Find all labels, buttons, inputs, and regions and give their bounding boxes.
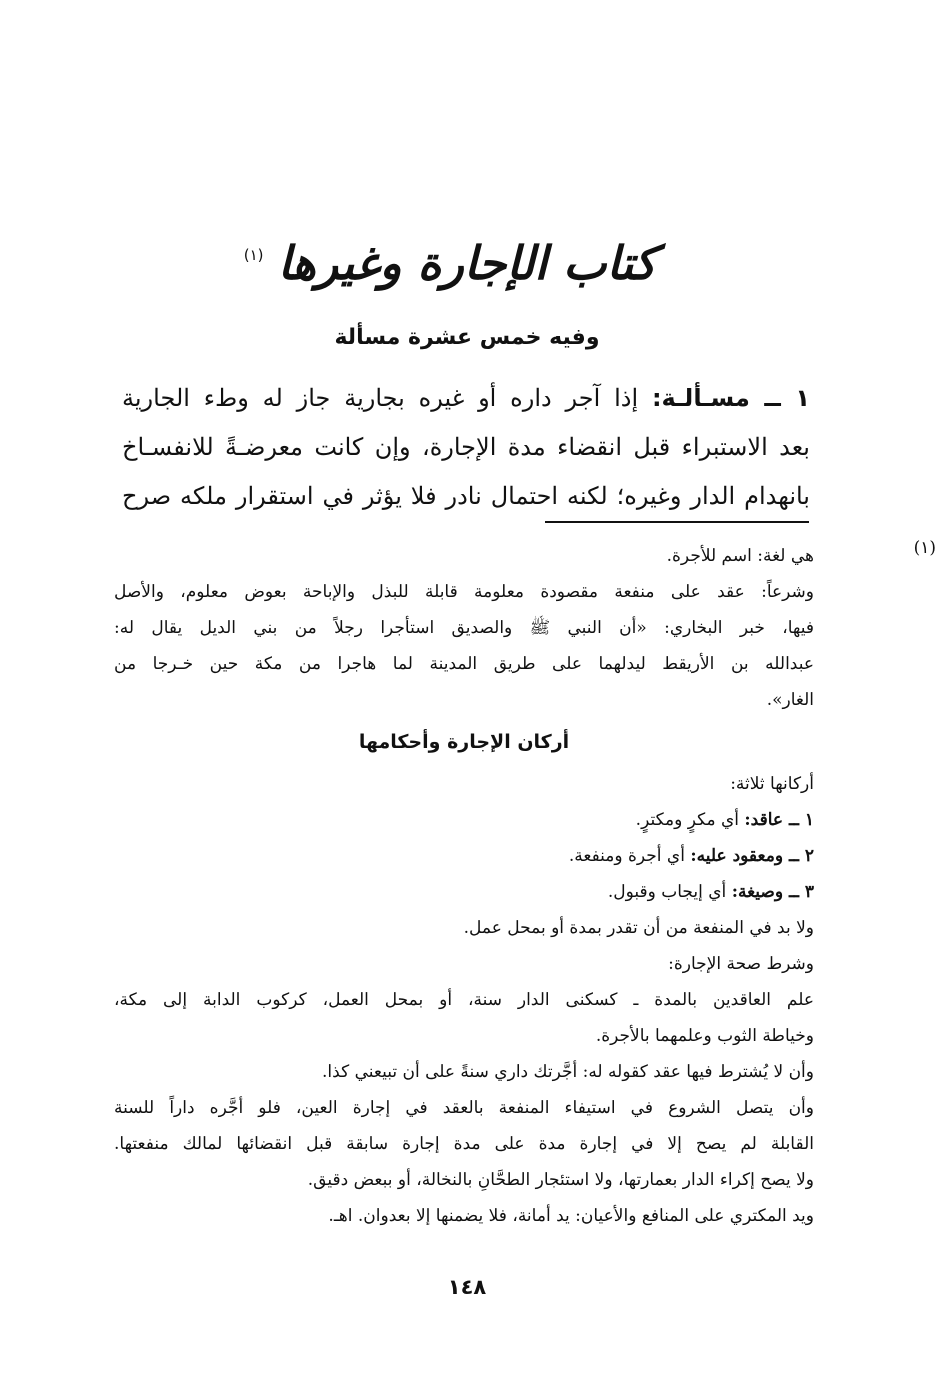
chapter-subtitle: وفيه خمس عشرة مسألة <box>334 325 600 350</box>
pillar-text: أي مكرٍ ومكترٍ. <box>635 810 739 830</box>
masala-line-1-text: إذا آجر داره أو غيره بجارية جاز له وطء الجارية <box>122 384 639 412</box>
footnote-heading: أركان الإجارة وأحكامها <box>358 731 570 753</box>
pillar-label: ١ ــ عاقد: <box>744 810 814 830</box>
pillar-label: ٣ ــ وصيغة: <box>731 882 814 902</box>
pillar-text: أي إيجاب وقبول. <box>607 882 727 902</box>
chapter-title-block <box>0 236 934 290</box>
page-number: ١٤٨ <box>447 1275 487 1299</box>
chapter-title-text: كتاب الإجارة وغيرها <box>277 236 657 290</box>
chapter-title <box>243 236 657 290</box>
footnote-line: وأن يتصل الشروع في استيفاء المنفعة بالعقد في إجارة العين، فلو أجَّره داراً للسنة <box>114 1098 814 1118</box>
pillar-item <box>114 874 814 910</box>
footnote-line: وشرعاً: عقد على منفعة مقصودة معلومة قابلة للبذل والإباحة بعوض معلوم، والأصل <box>114 582 814 602</box>
pillar-label: ٢ ــ ومعقود عليه: <box>690 846 814 866</box>
footnote-line: علم العاقدين بالمدة ـ كسكنى الدار سنة، أو بمحل العمل، كركوب الدابة إلى مكة، <box>114 990 814 1010</box>
footnote-block <box>114 538 814 1234</box>
masala-paragraph <box>122 374 810 521</box>
pillar-item <box>114 802 814 838</box>
footnote-line: وأن لا يُشترط فيها عقد كقوله له: أجَّرتك داري سنةً على أن تبيعني كذا. <box>322 1062 814 1082</box>
footnote-line: هي لغة: اسم للأجرة. <box>666 546 814 566</box>
masala-line-1 <box>122 374 810 423</box>
footnote-line: ولا بد في المنفعة من أن تقدر بمدة أو بمحل عمل. <box>463 918 814 938</box>
pillars-intro: أركانها ثلاثة: <box>730 774 814 794</box>
footnote-line: ولا يصح إكراء الدار بعمارتها، ولا استئجار الطحَّانِ بالنخالة، أو ببعض دقيق. <box>307 1170 814 1190</box>
footnote-line: وخياطة الثوب وعلمهما بالأجرة. <box>595 1026 814 1046</box>
pillar-text: أي أجرة ومنفعة. <box>568 846 685 866</box>
footnote-line: وشرط صحة الإجارة: <box>668 954 814 974</box>
masala-line-2: بعد الاستبراء قبل انقضاء مدة الإجارة، وإن كانت معرضـةً للانفسـاخ <box>122 433 810 461</box>
footnote-line: القابلة لم يصح إلا في إجارة مدة على مدة إجارة سابقة قبل انقضائها لمالك منفعتها. <box>114 1134 814 1154</box>
footnote-number: (١) <box>913 538 936 558</box>
footnote-separator <box>545 521 809 523</box>
masala-line-3: بانهدام الدار وغيره؛ لكنه احتمال نادر فلا يؤثر في استقرار ملكه صرح <box>122 482 810 510</box>
footnote-line: فيها، خبر البخاري: «أن النبي ﷺ والصديق استأجرا رجلاً من بني الديل يقال له: <box>114 618 814 638</box>
footnote-line: ويد المكتري على المنافع والأعيان: يد أمانة، فلا يضمنها إلا بعدوان. اهـ. <box>328 1206 814 1226</box>
footnote-line: الغار». <box>766 690 814 710</box>
footnote-line: عبدالله بن الأريقط ليدلهما على طريق المدينة لما هاجرا من مكة حين خـرجا من <box>114 654 814 674</box>
masala-number: ١ ــ مسـألـة: <box>651 384 810 412</box>
title-footnote-ref: (١) <box>243 246 264 264</box>
pillar-item <box>114 838 814 874</box>
